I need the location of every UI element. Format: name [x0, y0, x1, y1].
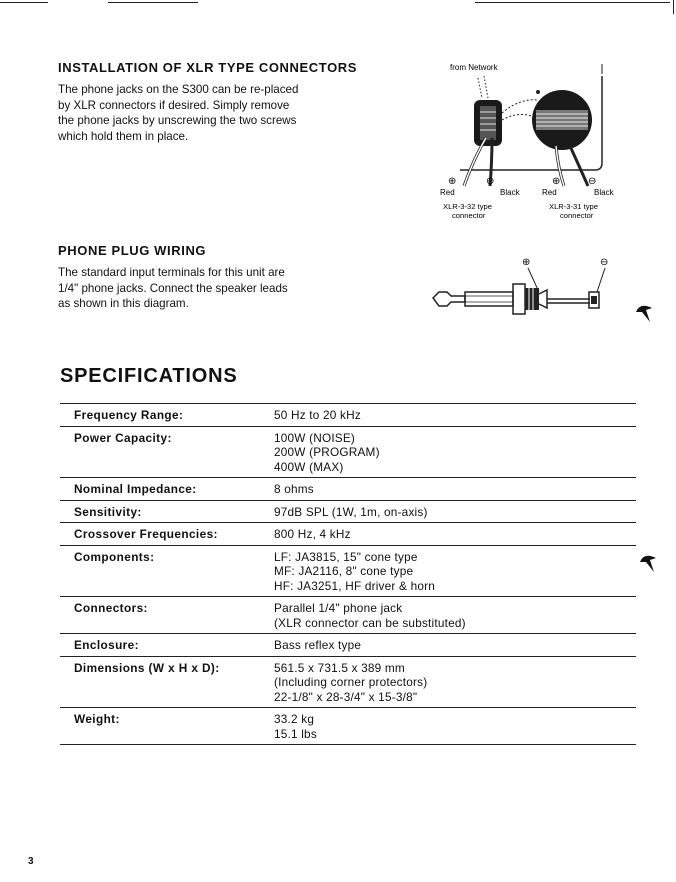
top-edge-rule	[475, 2, 670, 3]
spec-value: Parallel 1/4" phone jack	[274, 601, 403, 615]
spec-values	[274, 601, 636, 630]
spec-value: LF: JA3815, 15" cone type	[274, 549, 418, 564]
top-edge-rule	[0, 2, 48, 3]
spec-value: 400W (MAX)	[274, 459, 344, 474]
spec-value: 561.5 x 731.5 x 389 mm	[274, 660, 405, 675]
spec-value: 200W (PROGRAM)	[274, 445, 380, 459]
spec-label: Enclosure:	[74, 638, 139, 652]
page-edge	[673, 0, 674, 14]
spec-label: Components:	[74, 549, 155, 564]
xlr-connector-diagram	[430, 58, 620, 228]
plug-plus-label: ⊕	[522, 257, 531, 268]
spec-value: 8 ohms	[274, 482, 314, 496]
spec-value: MF: JA2116, 8" cone type	[274, 564, 414, 578]
binder-mark	[636, 550, 660, 574]
spec-row	[60, 545, 636, 597]
spec-value: 97dB SPL (1W, 1m, on-axis)	[274, 504, 428, 519]
from-network-label: from Network	[450, 63, 498, 72]
spec-row	[60, 656, 636, 708]
spec-values	[274, 505, 636, 520]
xlr-31-minus: ⊖	[588, 176, 597, 187]
xlr-body: The phone jacks on the S300 can be re-placed by XLR connectors if desired. Simply remove the phone jacks by unscrewing the two screws which hold them in place.	[58, 83, 299, 143]
phone-plug-diagram	[425, 252, 620, 327]
top-edge-rule	[108, 2, 198, 3]
spec-label: Power Capacity:	[74, 430, 172, 445]
xlr-31-type-label: XLR-3-31 type	[549, 202, 598, 211]
xlr-31-connector-label: connector	[560, 211, 594, 220]
spec-value: (Including corner protectors)	[274, 675, 428, 689]
spec-values	[274, 550, 636, 594]
phone-plug-body: The standard input terminals for this unit are 1/4" phone jacks. Connect the speaker leads as shown in this diagram.	[58, 266, 288, 310]
spec-value: Bass reflex type	[274, 638, 362, 652]
spec-values	[274, 527, 636, 542]
spec-row	[60, 477, 636, 500]
spec-label: Nominal Impedance:	[74, 482, 197, 496]
spec-values	[274, 712, 636, 741]
xlr-32-plus: ⊕	[448, 176, 457, 187]
xlr-31-plus: ⊕	[552, 176, 561, 187]
spec-row	[60, 633, 636, 656]
spec-values	[274, 638, 636, 653]
spec-values	[274, 431, 636, 475]
spec-row	[60, 403, 636, 426]
spec-label: Sensitivity:	[74, 504, 142, 519]
spec-row	[60, 522, 636, 545]
spec-row	[60, 500, 636, 523]
spec-row	[60, 707, 636, 745]
spec-value: (XLR connector can be substituted)	[274, 615, 466, 630]
spec-value: 22-1/8" x 28-3/4" x 15-3/8"	[274, 689, 418, 704]
xlr-heading: INSTALLATION OF XLR TYPE CONNECTORS	[58, 60, 358, 75]
spec-values	[274, 482, 636, 497]
spec-label: Crossover Frequencies:	[74, 527, 218, 541]
spec-values	[274, 408, 636, 423]
xlr-31-red-label: Red	[542, 188, 557, 197]
spec-label: Weight:	[74, 712, 120, 726]
page-number: 3	[28, 856, 34, 867]
specs-table	[60, 403, 636, 745]
spec-value: 800 Hz, 4 kHz	[274, 527, 351, 541]
spec-values	[274, 661, 636, 705]
xlr-32-type-label: XLR-3-32 type	[443, 202, 492, 211]
spec-label: Dimensions (W x H x D):	[74, 660, 220, 675]
xlr-32-black-label: Black	[500, 188, 520, 197]
binder-mark	[632, 300, 656, 324]
spec-value: 100W (NOISE)	[274, 430, 356, 445]
spec-value: HF: JA3251, HF driver & horn	[274, 578, 435, 593]
spec-value: 50 Hz to 20 kHz	[274, 408, 361, 422]
xlr-32-minus: ⊖	[486, 176, 495, 187]
xlr-31-black-label: Black	[594, 188, 614, 197]
xlr-32-connector-label: connector	[452, 211, 486, 220]
specs-title: SPECIFICATIONS	[60, 365, 238, 387]
spec-row	[60, 596, 636, 633]
spec-label: Frequency Range:	[74, 408, 184, 422]
spec-label: Connectors:	[74, 601, 148, 615]
plug-minus-label: ⊖	[600, 257, 609, 268]
spec-row	[60, 426, 636, 478]
xlr-32-red-label: Red	[440, 188, 455, 197]
spec-value: 33.2 kg	[274, 712, 315, 726]
phone-plug-heading: PHONE PLUG WIRING	[58, 243, 207, 258]
spec-value: 15.1 lbs	[274, 726, 317, 741]
